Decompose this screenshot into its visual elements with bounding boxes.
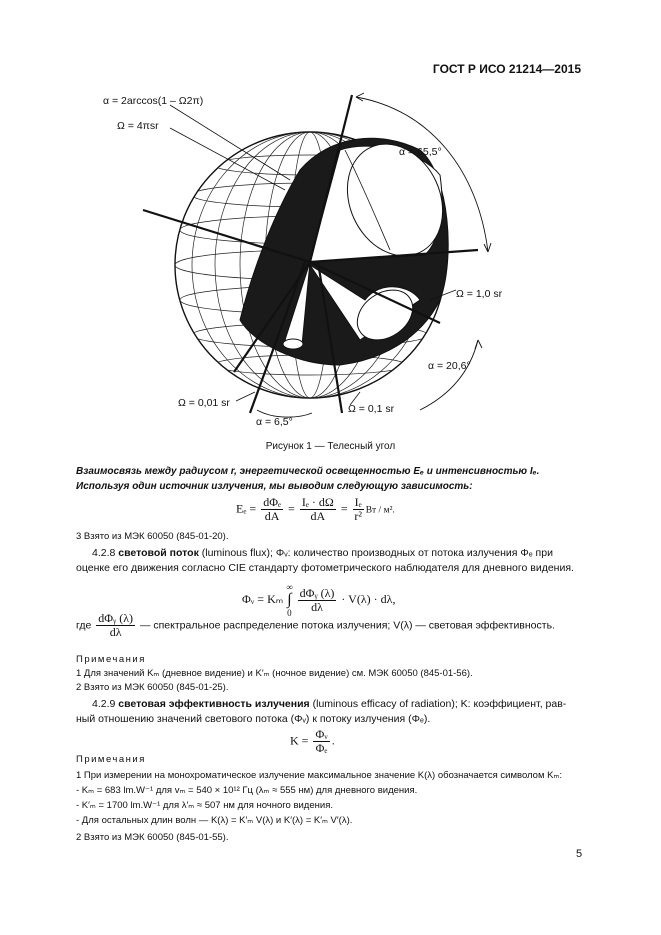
- notes-2-bullet-3: - Для остальных длин волн — K(λ) = K′ₘ V(λ) и K′(λ) = K′ₘ V′(λ).: [76, 815, 353, 826]
- formula-efficacy: K = $\frac{\text{Φᵥ}}{\text{Φₑ}}$ .: [290, 727, 335, 755]
- term-luminous-flux: световой поток: [118, 547, 199, 559]
- notes-1-title: Примечания: [76, 654, 146, 665]
- section-429-line-2: ный отношению значений светового потока (Φᵥ) к потоку излучения (Φₑ).: [76, 713, 431, 725]
- note-3: 3 Взято из МЭК 60050 (845-01-20).: [76, 531, 229, 542]
- label-omega-01: Ω = 0,1 sr: [348, 403, 395, 415]
- formula1-frac3: $\frac{\text{Iₑ}}{\text{r²}}$: [354, 495, 362, 523]
- label-alpha-65: α = 65,5°: [399, 146, 442, 158]
- label-omega-1: Ω = 1,0 sr: [456, 288, 503, 300]
- intro-line-1: Взаимосвязь между радиусом r, энергетической освещенностью Eₑ и интенсивностью Iₑ.: [76, 466, 540, 477]
- label-alpha-formula: α = 2arccos(1 – Ω2π): [103, 95, 204, 107]
- section-428-line-1: 4.2.8 световой поток (luminous flux); Φᵥ: количество производных от потока излучения Φₑ при: [92, 547, 553, 559]
- notes-2-title: Примечания: [76, 754, 146, 765]
- integral: ∞ ∫ 0: [286, 582, 293, 618]
- section-429-line-1: 4.2.9 световая эффективность излучения (luminous efficacy of radiation); K: коэффициент, рав-: [92, 698, 567, 710]
- notes-1-item-1: 1 Для значений Kₘ (дневное видение) и K′ₘ (ночное видение) см. МЭК 60050 (845-01-56).: [76, 668, 473, 679]
- formula1-frac1: $\frac{\text{dΦₑ}}{dA}$: [263, 495, 282, 523]
- formula1-lhs: Eₑ =: [236, 501, 257, 516]
- solid-angle-figure: [0, 0, 661, 460]
- notes-2-item-1: 1 При измерении на монохроматическое излучение максимальное значение K(λ) обозначается символом Kₘ:: [76, 770, 563, 781]
- formula2-frac: $\frac{\text{dΦᵧ (λ)}}{d\lambda}$: [299, 585, 335, 614]
- page-number: 5: [576, 848, 583, 860]
- label-omega-4pi: Ω = 4πsr: [117, 120, 159, 132]
- section-428-line-2: оценке его движения согласно CIE стандарту фотометрического наблюдателя для дневного видения.: [76, 562, 574, 574]
- term-luminous-efficacy: световая эффективность излучения: [118, 698, 310, 710]
- formula-luminous-flux: Φᵥ = Kₘ ∞ ∫ 0 $\frac{\text{dΦᵧ (λ)}}{d\lambda}$ · V(λ) · dλ,: [242, 582, 396, 618]
- notes-2-item-2: 2 Взято из МЭК 60050 (845-01-55).: [76, 832, 229, 843]
- notes-2-bullet-1: - Kₘ = 683 lm.W⁻¹ для vₘ = 540 × 10¹² Гц (λₘ ≈ 555 нм) для дневного видения.: [76, 785, 418, 796]
- formula1-frac2: $\frac{\text{Iₑ · dΩ}}{dA}$: [301, 495, 334, 523]
- label-alpha-20: α = 20,6°: [428, 360, 471, 372]
- formula3-frac: $\frac{\text{Φᵥ}}{\text{Φₑ}}$: [315, 727, 328, 755]
- formula-irradiance: Eₑ = $\frac{\text{dΦₑ}}{dA}$ = $\frac{\text{Iₑ · dΩ}}{dA}$ = $\frac{\text{Iₑ}}{\text{r²}}$ Вт / м².: [236, 495, 395, 523]
- notes-1-item-2: 2 Взято из МЭК 60050 (845-01-25).: [76, 682, 229, 693]
- label-alpha-6: α = 6,5°: [256, 416, 293, 428]
- label-omega-001: Ω = 0,01 sr: [178, 397, 230, 409]
- where-frac: $\frac{\text{dΦᵧ (λ)}}{d\lambda}$: [98, 611, 134, 639]
- intro-line-2: Используя один источник излучения, мы выводим следующую зависимость:: [76, 481, 473, 492]
- figure-caption: Рисунок 1 — Телесный угол: [265, 441, 396, 452]
- where-line: где $\frac{\text{dΦᵧ (λ)}}{d\lambda}$ — спектральное распределение потока излучения; V(λ) — световая эффективность.: [76, 611, 555, 639]
- notes-2-bullet-2: - K′ₘ = 1700 lm.W⁻¹ для λ′ₘ ≈ 507 нм для ночного видения.: [76, 800, 333, 811]
- document-header: ГОСТ Р ИСО 21214—2015: [432, 62, 581, 76]
